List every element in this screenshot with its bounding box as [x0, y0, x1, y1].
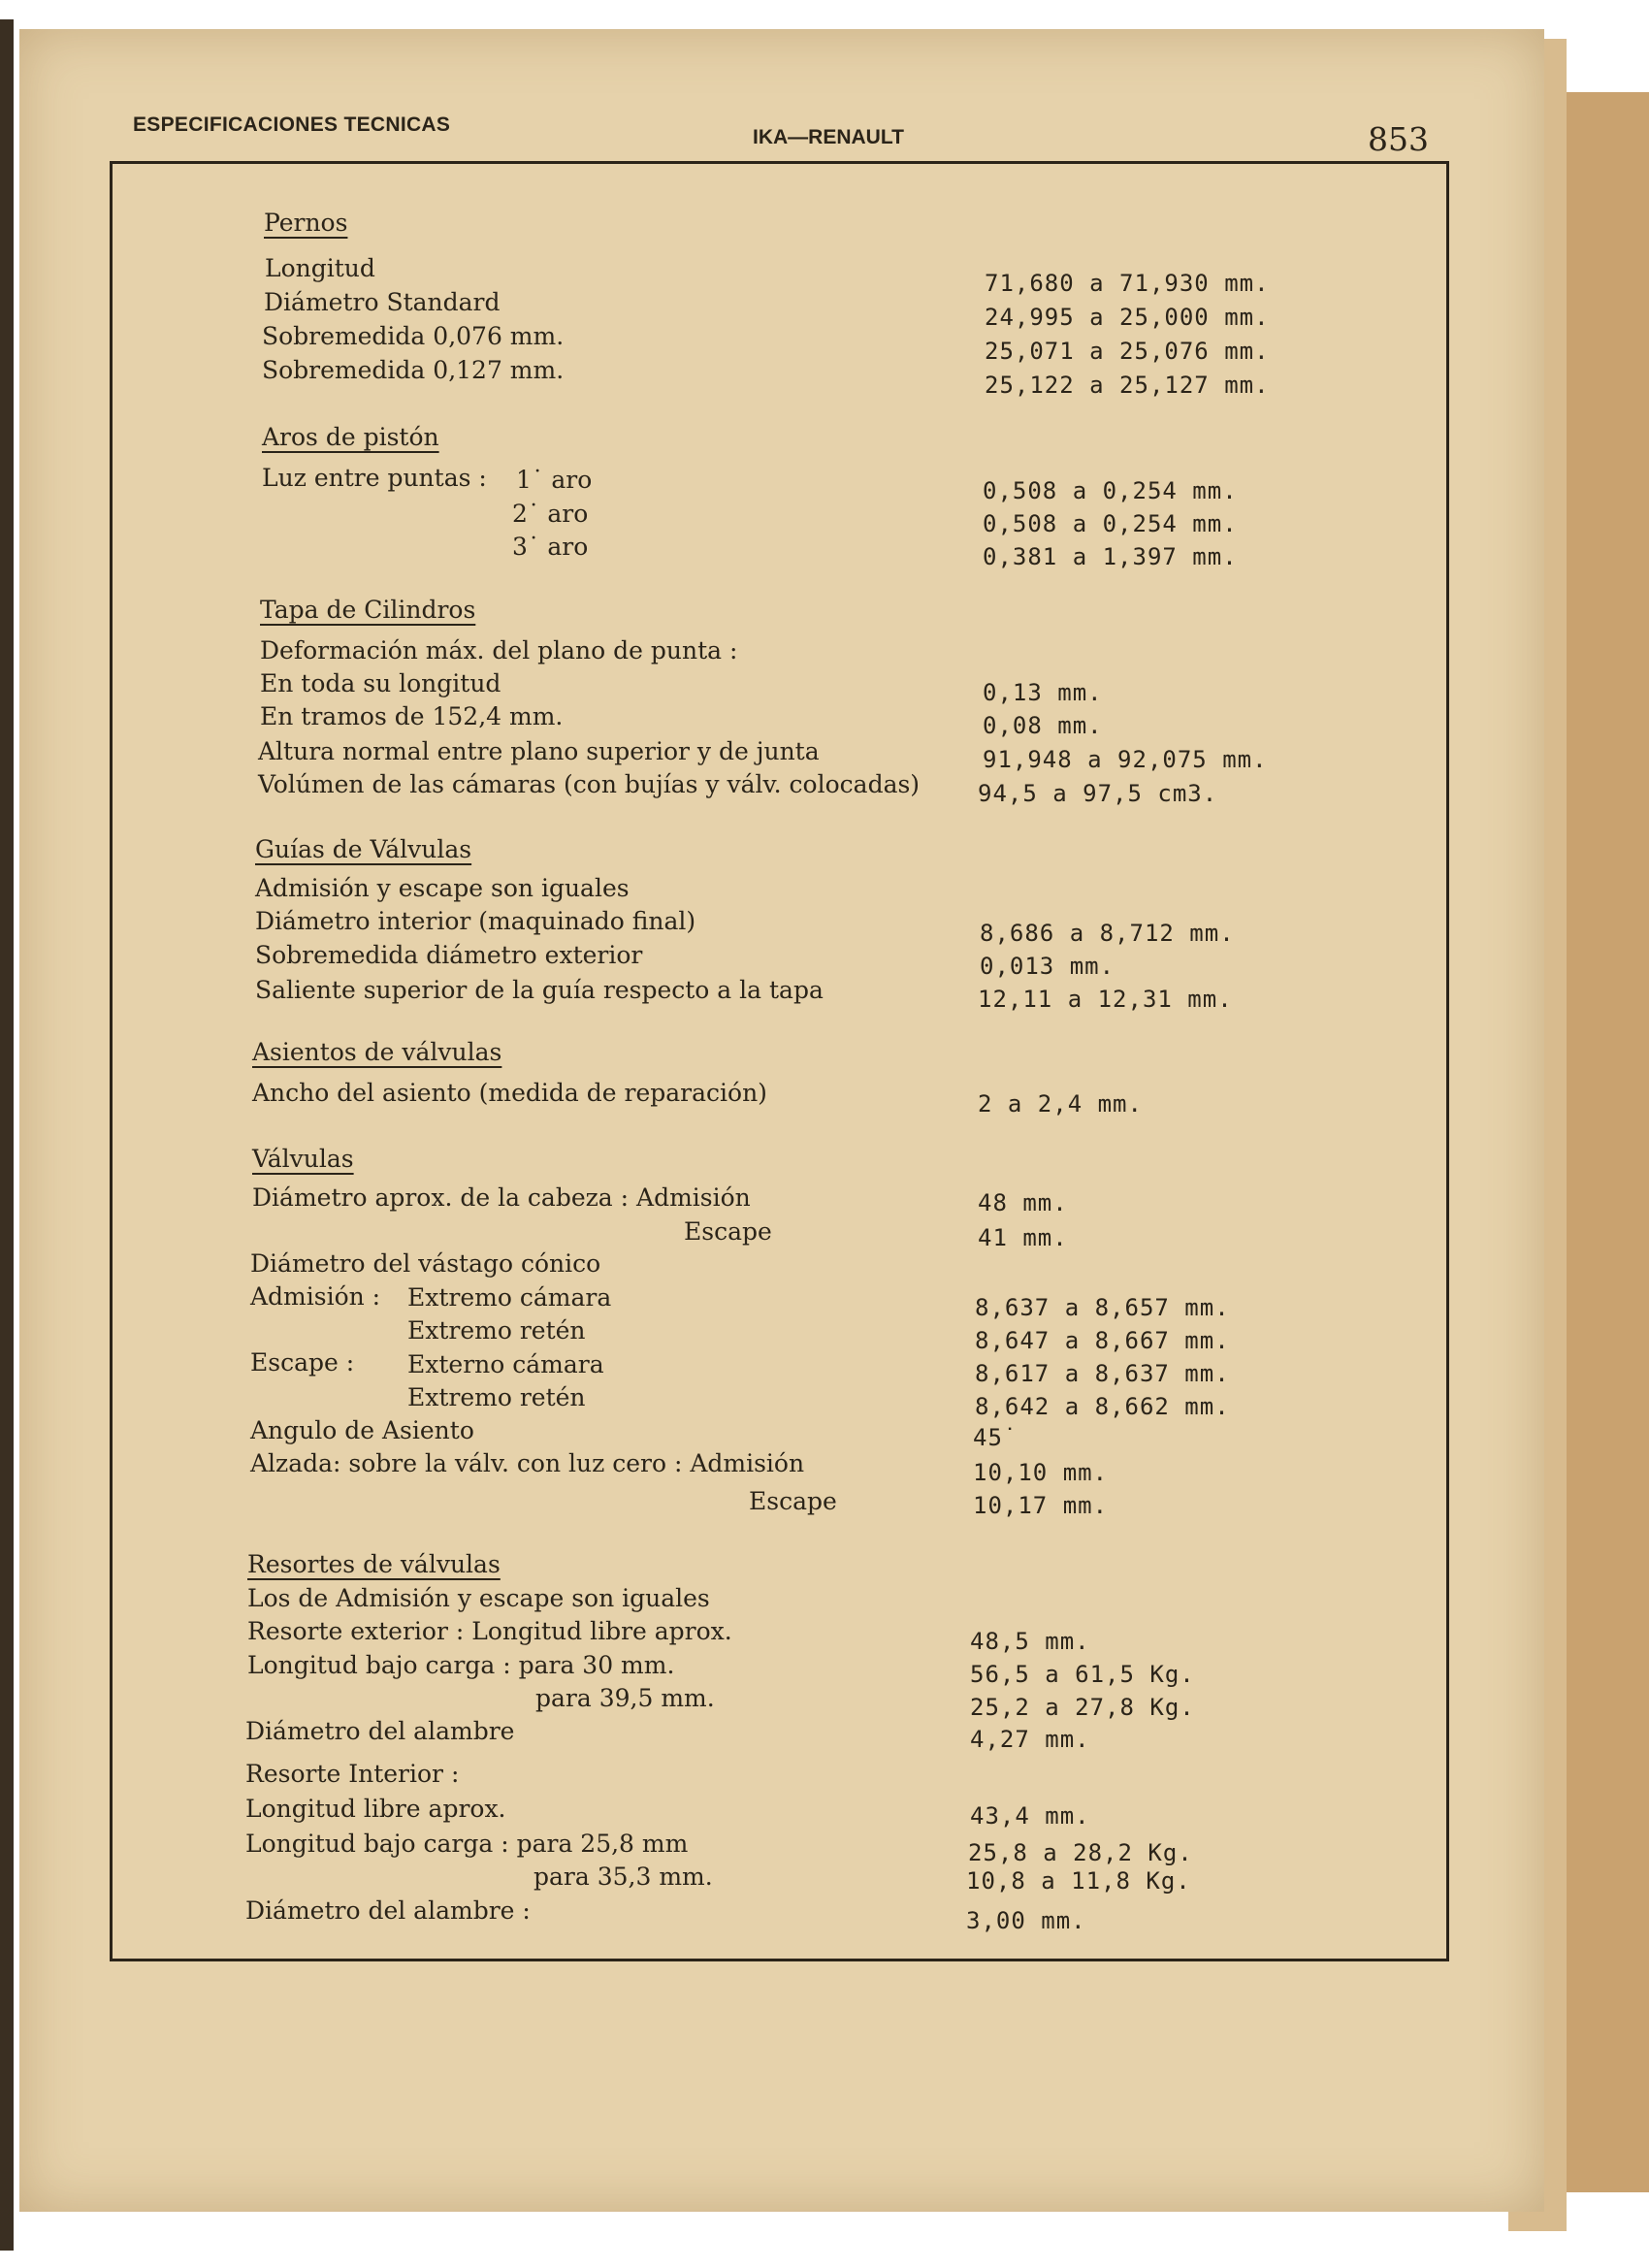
value-volumen: 94,5 a 97,5 cm3. [978, 780, 1218, 807]
label-en-toda: En toda su longitud [260, 669, 501, 697]
value-extremo-camara: 8,637 a 8,657 mm. [975, 1294, 1230, 1321]
section-heading-tapa: Tapa de Cilindros [260, 596, 476, 624]
label-sobremedida-076: Sobremedida 0,076 mm. [262, 322, 565, 350]
section-heading-aros: Aros de pistón [262, 423, 439, 451]
label-alzada: Alzada: sobre la válv. con luz cero : Admisión [250, 1449, 805, 1477]
value-extremo-reten: 8,647 a 8,667 mm. [975, 1327, 1230, 1354]
label-longitud: Longitud [265, 254, 375, 282]
value-externo-camara: 8,617 a 8,637 mm. [975, 1360, 1230, 1387]
label-luz-entre-puntas: Luz entre puntas : [262, 464, 487, 492]
value-angulo-asiento: 45˙ [973, 1424, 1018, 1451]
value-en-tramos: 0,08 mm. [983, 712, 1103, 739]
label-aro-1: 1˙ aro [516, 466, 593, 494]
label-deformacion: Deformación máx. del plano de punta : [260, 636, 738, 664]
value-diametro-standard: 24,995 a 25,000 mm. [985, 304, 1270, 331]
header-title: ESPECIFICACIONES TECNICAS [133, 113, 451, 136]
value-sobremedida-exterior: 0,013 mm. [980, 953, 1116, 980]
value-bajo-carga-30: 56,5 a 61,5 Kg. [970, 1661, 1195, 1688]
label-extremo-camara: Extremo cámara [407, 1283, 612, 1312]
label-escape-cabeza: Escape [684, 1217, 772, 1246]
value-extremo-reten-escape: 8,642 a 8,662 mm. [975, 1393, 1230, 1420]
label-alzada-escape: Escape [749, 1487, 837, 1515]
value-aro-1: 0,508 a 0,254 mm. [983, 477, 1238, 504]
label-bajo-carga-30: Longitud bajo carga : para 30 mm. [247, 1651, 675, 1679]
label-sobremedida-exterior: Sobremedida diámetro exterior [255, 941, 643, 969]
value-escape-cabeza: 41 mm. [978, 1224, 1068, 1251]
section-heading-valvulas: Válvulas [252, 1145, 354, 1173]
label-vastago-conico: Diámetro del vástago cónico [250, 1249, 601, 1278]
value-sobremedida-127: 25,122 a 25,127 mm. [985, 372, 1270, 399]
value-alzada-escape: 10,17 mm. [973, 1492, 1109, 1519]
value-aro-3: 0,381 a 1,397 mm. [983, 543, 1238, 570]
label-escape-vastago: Escape : [250, 1348, 355, 1377]
label-en-tramos: En tramos de 152,4 mm. [260, 702, 564, 730]
value-resorte-exterior: 48,5 mm. [970, 1628, 1090, 1655]
label-resorte-interior: Resorte Interior : [245, 1760, 460, 1788]
label-aro-3: 3˙ aro [512, 533, 589, 561]
label-extremo-reten-escape: Extremo retén [407, 1383, 586, 1411]
value-diametro-cabeza: 48 mm. [978, 1189, 1068, 1216]
value-longitud: 71,680 a 71,930 mm. [985, 270, 1270, 297]
value-sobremedida-076: 25,071 a 25,076 mm. [985, 338, 1270, 365]
label-angulo-asiento: Angulo de Asiento [250, 1416, 474, 1444]
label-extremo-reten: Extremo retén [407, 1316, 586, 1345]
header-brand: IKA—RENAULT [753, 126, 904, 148]
label-externo-camara: Externo cámara [407, 1350, 604, 1378]
label-diametro-standard: Diámetro Standard [264, 288, 501, 316]
label-para-35-3: para 35,3 mm. [534, 1863, 713, 1891]
value-para-35-3: 10,8 a 11,8 Kg. [966, 1867, 1191, 1895]
section-heading-guias: Guías de Válvulas [255, 835, 472, 863]
value-ancho-asiento: 2 a 2,4 mm. [978, 1090, 1143, 1118]
label-para-39-5: para 39,5 mm. [535, 1684, 715, 1712]
value-aro-2: 0,508 a 0,254 mm. [983, 510, 1238, 537]
label-admision-escape-iguales: Admisión y escape son iguales [255, 874, 630, 902]
label-resorte-exterior: Resorte exterior : Longitud libre aprox. [247, 1617, 732, 1645]
label-diametro-alambre-interior: Diámetro del alambre : [245, 1896, 531, 1925]
label-diametro-cabeza: Diámetro aprox. de la cabeza : Admisión [252, 1183, 751, 1212]
value-bajo-carga-25-8: 25,8 a 28,2 Kg. [968, 1839, 1193, 1866]
label-ancho-asiento: Ancho del asiento (medida de reparación) [252, 1079, 767, 1107]
label-saliente: Saliente superior de la guía respecto a la tapa [255, 976, 824, 1004]
label-aro-2: 2˙ aro [512, 500, 589, 528]
section-heading-resortes: Resortes de válvulas [247, 1550, 501, 1578]
value-saliente: 12,11 a 12,31 mm. [978, 986, 1233, 1013]
label-bajo-carga-25-8: Longitud bajo carga : para 25,8 mm [245, 1830, 689, 1858]
label-diametro-interior: Diámetro interior (maquinado final) [255, 907, 696, 935]
page-number: 853 [1368, 120, 1429, 158]
label-diametro-alambre: Diámetro del alambre [245, 1717, 515, 1745]
value-en-toda: 0,13 mm. [983, 679, 1103, 706]
label-admision: Admisión : [250, 1282, 381, 1311]
label-altura: Altura normal entre plano superior y de junta [258, 737, 820, 765]
section-heading-asientos: Asientos de válvulas [252, 1038, 502, 1066]
value-para-39-5: 25,2 a 27,8 Kg. [970, 1694, 1195, 1721]
label-volumen: Volúmen de las cámaras (con bujías y válv. colocadas) [258, 770, 921, 798]
book-binding [0, 19, 14, 2251]
value-altura: 91,948 a 92,075 mm. [983, 746, 1268, 773]
value-diametro-alambre-interior: 3,00 mm. [966, 1907, 1086, 1934]
label-resortes-iguales: Los de Admisión y escape son iguales [247, 1584, 710, 1612]
value-diametro-interior: 8,686 a 8,712 mm. [980, 920, 1235, 947]
section-heading-pernos: Pernos [264, 209, 348, 237]
value-alzada-admision: 10,10 mm. [973, 1459, 1109, 1486]
label-sobremedida-127: Sobremedida 0,127 mm. [262, 356, 565, 384]
label-longitud-libre: Longitud libre aprox. [245, 1795, 506, 1823]
value-diametro-alambre: 4,27 mm. [970, 1726, 1090, 1753]
value-longitud-libre: 43,4 mm. [970, 1802, 1090, 1830]
